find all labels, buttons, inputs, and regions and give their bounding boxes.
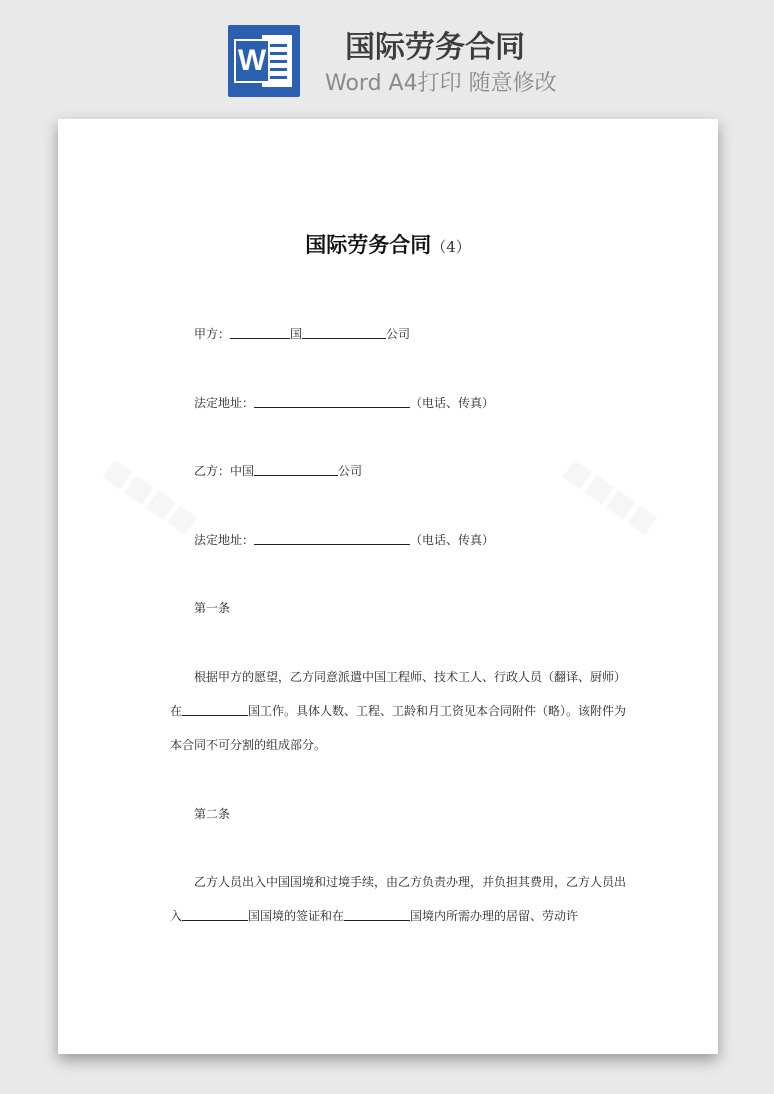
address-a-suffix: （电话、传真） (410, 396, 495, 410)
party-a-label: 甲方： (194, 327, 231, 341)
article1-heading: 第一条 (194, 601, 231, 615)
document-page (58, 119, 718, 1054)
address-a-line (194, 386, 632, 420)
address-a-label: 法定地址： (194, 396, 255, 410)
article1-text-before: 根据甲方的愿望，乙方同意派遣中国工程师、技术工人、行政人员（翻译、厨师）在 (170, 670, 627, 718)
header-title: 国际劳务合同 (345, 30, 525, 65)
address-b-line (194, 523, 632, 557)
party-a-company-blank[interactable] (302, 324, 386, 339)
party-b-company-suffix: 公司 (338, 464, 363, 478)
header (0, 0, 774, 115)
article1-country-blank[interactable] (182, 701, 248, 716)
article1-paragraph (170, 660, 632, 762)
document-title-text: 国际劳务合同 (305, 233, 432, 257)
word-letter: W (234, 39, 270, 83)
article2-text-before: 乙方人员出入中国国境和过境手续，由乙方负责办理，并负担其费用，乙方人员出入 (170, 875, 627, 923)
document-title-number: （4） (431, 238, 471, 256)
address-b-label: 法定地址： (194, 533, 255, 547)
article1-text-after: 国工作。具体人数、工程、工龄和月工资见本合同附件（略）。该附件为本合同不可分割的组成部分。 (170, 704, 627, 752)
article2-country-blank-2[interactable] (344, 906, 410, 921)
party-a-country-blank[interactable] (230, 324, 290, 339)
address-b-suffix: （电话、传真） (410, 533, 495, 547)
party-b-label: 乙方：中国 (194, 464, 255, 478)
address-b-blank[interactable] (254, 530, 410, 545)
party-b-line (194, 454, 632, 488)
party-a-line (194, 317, 632, 351)
word-logo-icon (228, 25, 300, 97)
party-b-company-blank[interactable] (254, 461, 338, 476)
watermark (98, 452, 204, 541)
article2-heading: 第二条 (194, 807, 231, 821)
document-title (58, 231, 718, 261)
party-a-company-suffix: 公司 (386, 327, 411, 341)
party-a-country-suffix: 国 (290, 327, 303, 341)
article2-text-mid: 国国境的签证和在 (248, 909, 345, 923)
header-subtitle: Word A4打印 随意修改 (325, 71, 557, 96)
article2-paragraph (170, 865, 632, 933)
article2-text-after: 国境内所需办理的居留、劳动许 (410, 909, 579, 923)
address-a-blank[interactable] (254, 393, 410, 408)
article2-country-blank-1[interactable] (182, 906, 248, 921)
